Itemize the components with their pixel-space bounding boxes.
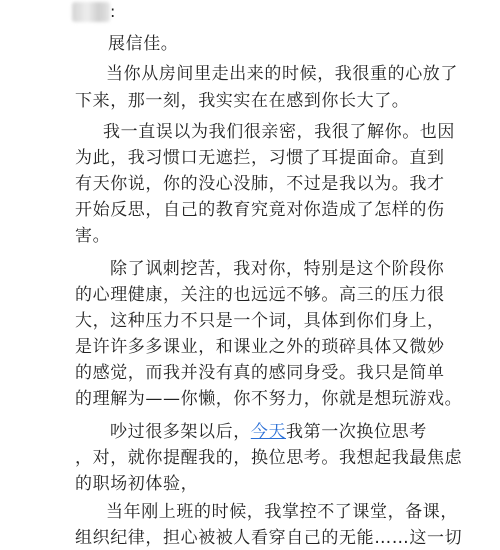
paragraph-line: 的心理健康，关注的也远远不够。高三的压力很 (75, 285, 445, 305)
paragraph-line: 害。 (75, 226, 111, 246)
paragraph-line: 的职场初体验， (75, 474, 199, 494)
paragraph-line: 下来，那一刻，我实实在在感到你长大了。 (75, 91, 410, 111)
paragraph-line: 的理解为——你懒，你不努力，你就是想玩游戏。 (75, 389, 463, 409)
today-link[interactable]: 今天 (250, 422, 287, 442)
paragraph-line: 当年刚上班的时候，我掌控不了课堂，备课， (106, 502, 458, 522)
salutation-colon: : (110, 2, 116, 21)
paragraph-line: 是许许多多课业，和课业之外的琐碎具体又微妙 (75, 337, 445, 357)
paragraph-line: 组织纪律，担心被被人看穿自己的无能……这一切 (75, 528, 463, 548)
paragraph-line: 除了讽刺挖苦，我对你，特别是这个阶段你 (110, 259, 445, 279)
paragraph-line: ，对，就你提醒我的，换位思考。我想起我最焦虑 (75, 448, 463, 468)
line-text: 我第一次换位思考 (286, 422, 427, 442)
paragraph-line: 当你从房间里走出来的时候，我很重的心放了 (106, 64, 458, 84)
line-text: 吵过很多架以后， (110, 422, 251, 442)
paragraph-line (110, 420, 427, 444)
greeting-line: 展信佳。 (108, 34, 179, 54)
paragraph-line: 为此，我习惯口无遮拦，习惯了耳提面命。直到 (75, 148, 445, 168)
paragraph-line: 有天你说，你的没心没肺，不过是我以为。我才 (75, 174, 445, 194)
paragraph-line: 开始反思，自己的教育究竟对你造成了怎样的伤 (75, 200, 445, 220)
redacted-name (72, 2, 110, 22)
paragraph-line: 的感觉，而我并没有真的感同身受。我只是简单 (75, 363, 445, 383)
paragraph-line: 大，这种压力不只是一个词，具体到你们身上， (75, 311, 445, 331)
paragraph-line: 我一直误以为我们很亲密，我很了解你。也因 (103, 122, 455, 142)
